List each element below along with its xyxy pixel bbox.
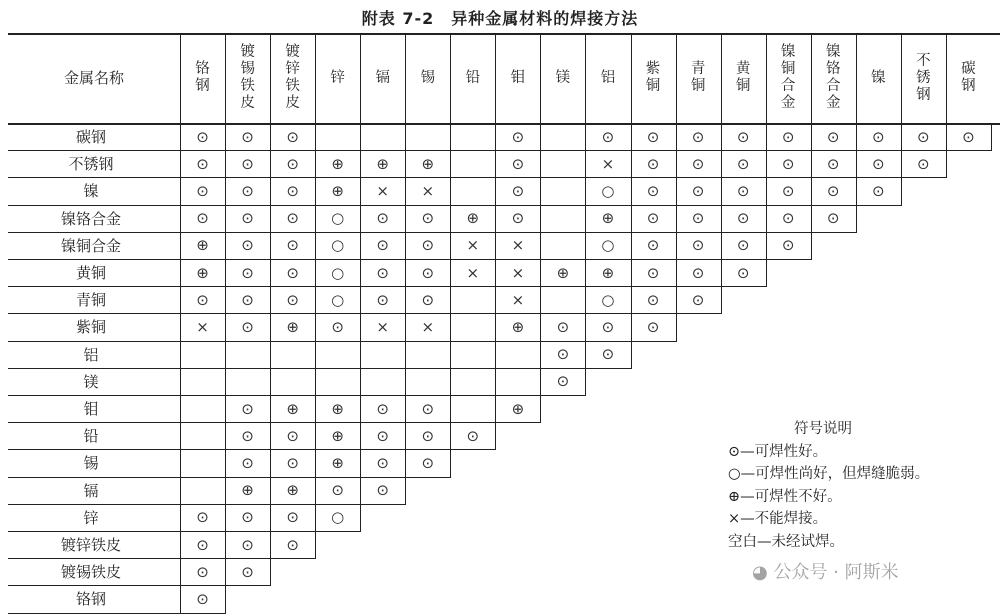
- column-header-text: 黄铜: [735, 61, 751, 94]
- weldability-symbol: ⊙: [286, 535, 299, 554]
- column-header-text: 镀锌铁皮: [285, 44, 300, 111]
- row-label: 镍: [83, 182, 99, 201]
- weldability-symbol: ⊕: [331, 154, 344, 173]
- weldability-symbol: ⊕: [241, 481, 254, 500]
- column-header: [360, 33, 405, 123]
- cell-separator: [360, 123, 361, 151]
- column-header: [811, 33, 856, 123]
- weldability-symbol: ⊙: [331, 481, 344, 500]
- weldability-symbol: ⊙: [241, 263, 254, 282]
- cell-separator: [270, 558, 271, 586]
- weldability-symbol: ○: [331, 236, 345, 255]
- column-header-text: 不锈钢: [916, 52, 931, 103]
- cell-separator: [270, 368, 271, 396]
- weldability-symbol: ⊙: [286, 181, 299, 200]
- cell-separator: [225, 585, 226, 613]
- cell-separator: [676, 313, 677, 341]
- cell-separator: [811, 232, 812, 260]
- weldability-symbol: ×: [376, 181, 389, 200]
- weldability-symbol: ⊕: [421, 154, 435, 173]
- column-header-text: 镉: [375, 69, 390, 86]
- cell-separator: [225, 368, 226, 396]
- legend-title: 符号说明: [794, 421, 852, 437]
- column-header: [721, 33, 766, 123]
- row-label: 碳钢: [75, 128, 106, 146]
- weldability-symbol: ⊙: [376, 481, 389, 500]
- cell-separator: [450, 368, 451, 396]
- weldability-symbol: ⊙: [511, 209, 525, 228]
- weldability-symbol: ⊙: [691, 236, 705, 255]
- weldability-symbol: ×: [466, 236, 480, 255]
- row-label: 钼: [83, 400, 99, 418]
- weldability-symbol: ⊙: [196, 589, 209, 608]
- cell-separator: [721, 286, 722, 314]
- weldability-symbol: ⊙: [601, 345, 615, 364]
- weldability-symbol: ⊙: [421, 453, 435, 472]
- weldability-symbol: ⊙: [286, 290, 299, 309]
- cell-separator: [766, 259, 767, 287]
- weldability-symbol: ⊙: [781, 154, 795, 173]
- cell-separator: [360, 341, 361, 369]
- weldability-symbol: ⊙: [196, 127, 209, 146]
- weldability-symbol: ⊙: [241, 562, 254, 581]
- column-header-text: 镍铬合金: [825, 44, 841, 111]
- weldability-symbol: ⊙: [421, 209, 435, 228]
- weldability-symbol: ⊙: [376, 453, 389, 472]
- weldability-symbol: ⊙: [917, 127, 930, 146]
- weldability-symbol: ⊙: [691, 263, 705, 282]
- column-header-text: 镍铜合金: [780, 44, 796, 111]
- column-header-text: 紫铜: [645, 61, 661, 94]
- cell-separator: [946, 150, 947, 178]
- weldability-symbol: ⊙: [196, 154, 209, 173]
- weldability-symbol: ⊙: [646, 181, 660, 200]
- column-header: [946, 33, 991, 123]
- legend-item-poor: ⊕—可焊性不好。: [728, 488, 842, 505]
- column-header-text: 镀锡铁皮: [240, 44, 255, 111]
- weldability-symbol: ⊙: [781, 236, 795, 255]
- weldability-symbol: ×: [511, 236, 525, 255]
- column-header: [315, 33, 360, 123]
- weldability-symbol: ○: [601, 181, 615, 200]
- cell-separator: [450, 341, 451, 369]
- legend: [728, 418, 993, 554]
- weldability-symbol: ⊙: [241, 426, 254, 445]
- weldability-symbol: ×: [376, 317, 389, 336]
- weldability-symbol: ⊕: [556, 263, 570, 282]
- weldability-symbol: ⊙: [646, 209, 660, 228]
- column-header: [631, 33, 676, 123]
- row-label: 锌: [83, 508, 99, 527]
- cell-separator: [315, 123, 316, 151]
- weldability-symbol: ⊕: [196, 263, 209, 282]
- cell-separator: [405, 341, 406, 369]
- weldability-symbol: ⊙: [376, 209, 389, 228]
- corner-header: 金属名称: [63, 68, 124, 87]
- weldability-symbol: ⊙: [286, 508, 299, 527]
- weldability-symbol: ⊙: [241, 127, 254, 146]
- cell-separator: [540, 395, 541, 423]
- cell-separator: [901, 177, 902, 205]
- weldability-symbol: ⊙: [826, 209, 840, 228]
- weldability-symbol: ⊙: [241, 290, 254, 309]
- cell-separator: [585, 368, 586, 396]
- cell-separator: [405, 123, 406, 151]
- legend-item-no: ×—不能焊接。: [728, 511, 828, 528]
- watermark-text: 公众号 · 阿斯米: [773, 562, 899, 583]
- row-label: 青铜: [75, 291, 106, 310]
- weldability-symbol: ×: [196, 317, 209, 336]
- legend-item-good: ⊙—可焊性好。: [728, 443, 828, 460]
- weldability-symbol: ×: [511, 263, 525, 282]
- weldability-symbol: ⊙: [511, 181, 525, 200]
- weldability-symbol: ⊙: [556, 345, 570, 364]
- weldability-symbol: ⊙: [781, 127, 795, 146]
- weldability-symbol: ⊙: [691, 290, 705, 309]
- watermark: [752, 558, 899, 584]
- weldability-symbol: ○: [601, 236, 615, 255]
- weldability-symbol: ⊙: [241, 317, 254, 336]
- cell-separator: [315, 368, 316, 396]
- weldability-symbol: ⊙: [376, 426, 389, 445]
- weldability-symbol: ⊙: [511, 154, 525, 173]
- cell-separator: [495, 422, 496, 450]
- cell-separator: [450, 150, 451, 178]
- row-label: 锡: [83, 454, 99, 473]
- weldability-symbol: ×: [421, 317, 435, 336]
- weldability-symbol: ⊙: [376, 290, 389, 309]
- table-title: 附表 7-2 异种金属材料的焊接方法: [361, 9, 639, 28]
- weldability-symbol: ⊙: [962, 127, 975, 146]
- column-header-text: 钼: [510, 69, 526, 86]
- cell-separator: [540, 123, 541, 151]
- weldability-symbol: ⊙: [196, 209, 209, 228]
- column-header: [405, 33, 450, 123]
- weldability-symbol: ⊙: [286, 236, 299, 255]
- row-label: 黄铜: [75, 264, 106, 282]
- weldability-symbol: ×: [511, 290, 525, 309]
- weldability-symbol: ⊙: [736, 181, 750, 200]
- weldability-symbol: ⊕: [601, 209, 615, 228]
- weldability-symbol: ⊙: [421, 263, 435, 282]
- cell-separator: [540, 150, 541, 178]
- weldability-symbol: ⊙: [421, 426, 435, 445]
- weldability-symbol: ⊙: [196, 290, 209, 309]
- cell-separator: [270, 341, 271, 369]
- row-label: 不锈钢: [68, 155, 114, 174]
- cell-separator: [540, 286, 541, 314]
- weldability-symbol: ⊙: [241, 399, 254, 418]
- legend-item-fair: ○—可焊性尚好，但焊缝脆弱。: [728, 466, 930, 483]
- weldability-symbol: ○: [331, 209, 345, 228]
- weldability-symbol: ⊙: [241, 535, 254, 554]
- row-label: 镉: [83, 481, 99, 500]
- cell-separator: [225, 341, 226, 369]
- column-header-text: 铝: [600, 69, 616, 86]
- weldability-symbol: ⊙: [646, 317, 660, 336]
- weldability-symbol: ⊕: [511, 317, 525, 336]
- weldability-symbol: ⊙: [376, 263, 389, 282]
- weldability-symbol: ⊙: [691, 127, 705, 146]
- weldability-symbol: ⊙: [421, 290, 435, 309]
- column-header-text: 青铜: [690, 61, 706, 94]
- weldability-symbol: ⊙: [646, 127, 660, 146]
- cell-separator: [450, 449, 451, 477]
- weldability-symbol: ⊙: [241, 181, 254, 200]
- cell-separator: [495, 341, 496, 369]
- weldability-symbol: ×: [421, 181, 435, 200]
- weldability-symbol: ×: [601, 154, 615, 173]
- weldability-symbol: ⊕: [331, 426, 344, 445]
- weldability-symbol: ⊙: [241, 508, 254, 527]
- cell-separator: [360, 368, 361, 396]
- weldability-symbol: ⊙: [601, 317, 615, 336]
- weldability-symbol: ⊙: [646, 290, 660, 309]
- weldability-symbol: ⊕: [601, 263, 615, 282]
- weldability-symbol: ⊕: [196, 236, 209, 255]
- cell-separator: [991, 123, 992, 151]
- column-header-text: 锌: [330, 69, 345, 86]
- weldability-symbol: ⊙: [241, 209, 254, 228]
- weldability-symbol: ⊕: [331, 399, 344, 418]
- weldability-symbol: ⊕: [376, 154, 389, 173]
- cell-separator: [315, 531, 316, 559]
- column-header: [450, 33, 495, 123]
- weldability-symbol: ⊙: [556, 372, 570, 391]
- weldability-symbol: ⊙: [871, 181, 885, 200]
- weldability-symbol: ⊙: [196, 562, 209, 581]
- cell-separator: [540, 232, 541, 260]
- legend-item-blank: 空白—未经试焊。: [728, 533, 844, 550]
- weldability-symbol: ⊕: [286, 481, 299, 500]
- cell-separator: [315, 341, 316, 369]
- column-header: [180, 33, 225, 123]
- column-header-text: 镍: [871, 69, 886, 86]
- weldability-symbol: ⊙: [421, 399, 435, 418]
- column-header-text: 铅: [465, 69, 481, 86]
- column-header: [766, 33, 811, 123]
- row-label: 铅: [83, 427, 99, 446]
- weldability-symbol: ○: [601, 290, 615, 309]
- row-separator: [8, 613, 225, 614]
- cell-separator: [450, 177, 451, 205]
- row-label: 镍铬合金: [60, 209, 121, 228]
- cell-separator: [450, 286, 451, 314]
- weldability-symbol: ⊙: [286, 263, 299, 282]
- weldability-symbol: ⊙: [646, 154, 660, 173]
- weldability-symbol: ⊕: [466, 209, 480, 228]
- cell-separator: [495, 368, 496, 396]
- wechat-icon: ◕: [752, 562, 774, 583]
- weldability-symbol: ⊙: [826, 154, 840, 173]
- column-header: [676, 33, 721, 123]
- weldability-symbol: ⊙: [376, 236, 389, 255]
- weldability-symbol: ⊙: [646, 263, 660, 282]
- weldability-symbol: ⊙: [826, 127, 840, 146]
- weldability-symbol: ⊙: [736, 154, 750, 173]
- weldability-symbol: ⊙: [286, 426, 299, 445]
- weldability-symbol: ⊙: [736, 236, 750, 255]
- row-label: 镍铜合金: [60, 236, 121, 255]
- cell-separator: [360, 504, 361, 532]
- weldability-symbol: ○: [331, 508, 345, 527]
- column-header-text: 锡: [420, 69, 436, 86]
- column-header: [540, 33, 585, 123]
- weldability-symbol: ⊙: [196, 535, 209, 554]
- column-header: [585, 33, 630, 123]
- weldability-symbol: ⊙: [781, 209, 795, 228]
- weldability-symbol: ⊙: [691, 181, 705, 200]
- cell-separator: [540, 205, 541, 233]
- weldability-symbol: ⊙: [421, 236, 435, 255]
- weldability-symbol: ⊙: [826, 181, 840, 200]
- weldability-symbol: ⊙: [736, 263, 750, 282]
- weldability-symbol: ⊙: [736, 127, 750, 146]
- column-header-text: 镁: [555, 69, 571, 86]
- row-label: 铝: [83, 345, 99, 364]
- weldability-symbol: ⊕: [286, 399, 299, 418]
- column-header-text: 铬钢: [195, 61, 210, 94]
- weldability-symbol: ⊙: [286, 154, 299, 173]
- weldability-symbol: ⊕: [331, 453, 344, 472]
- weldability-symbol: ○: [331, 263, 345, 282]
- column-header-text: 碳钢: [961, 61, 976, 94]
- weldability-symbol: ⊙: [646, 236, 660, 255]
- weldability-symbol: ⊙: [511, 127, 525, 146]
- weldability-symbol: ⊙: [466, 426, 480, 445]
- column-header: [270, 33, 315, 123]
- weldability-symbol: ⊙: [736, 209, 750, 228]
- weldability-symbol: ⊙: [601, 127, 615, 146]
- weldability-symbol: ⊕: [331, 181, 344, 200]
- weldability-symbol: ⊙: [286, 127, 299, 146]
- cell-separator: [405, 368, 406, 396]
- row-label: 镀锡铁皮: [60, 563, 121, 582]
- weldability-symbol: ⊙: [241, 453, 254, 472]
- column-header: [901, 33, 946, 123]
- cell-separator: [405, 477, 406, 505]
- weldability-symbol: ⊙: [376, 399, 389, 418]
- column-header: [495, 33, 540, 123]
- cell-separator: [450, 313, 451, 341]
- weldability-symbol: ⊙: [691, 154, 705, 173]
- row-label: 镀锌铁皮: [60, 536, 121, 554]
- column-header: [856, 33, 901, 123]
- weldability-symbol: ⊙: [241, 154, 254, 173]
- weldability-symbol: ⊙: [196, 181, 209, 200]
- weldability-symbol: ⊙: [196, 508, 209, 527]
- cell-separator: [450, 395, 451, 423]
- row-label: 紫铜: [75, 318, 106, 337]
- row-label: 铬钢: [75, 590, 106, 609]
- weldability-symbol: ⊙: [286, 453, 299, 472]
- weldability-symbol: ○: [331, 290, 345, 309]
- weldability-symbol: ⊙: [781, 181, 795, 200]
- cell-separator: [450, 123, 451, 151]
- cell-separator: [631, 341, 632, 369]
- cell-separator: [540, 177, 541, 205]
- row-label: 镁: [83, 372, 99, 391]
- weldability-symbol: ⊙: [286, 209, 299, 228]
- weldability-symbol: ⊕: [286, 317, 299, 336]
- weldability-symbol: ⊙: [917, 154, 930, 173]
- weldability-symbol: ⊙: [871, 154, 885, 173]
- weldability-symbol: ⊙: [241, 236, 254, 255]
- weldability-symbol: ⊙: [556, 317, 570, 336]
- weldability-symbol: ⊕: [511, 399, 525, 418]
- weldability-symbol: ⊙: [871, 127, 885, 146]
- cell-separator: [856, 205, 857, 233]
- weldability-symbol: ⊙: [331, 317, 344, 336]
- weldability-symbol: ⊙: [691, 209, 705, 228]
- column-header: [225, 33, 270, 123]
- weldability-symbol: ×: [466, 263, 480, 282]
